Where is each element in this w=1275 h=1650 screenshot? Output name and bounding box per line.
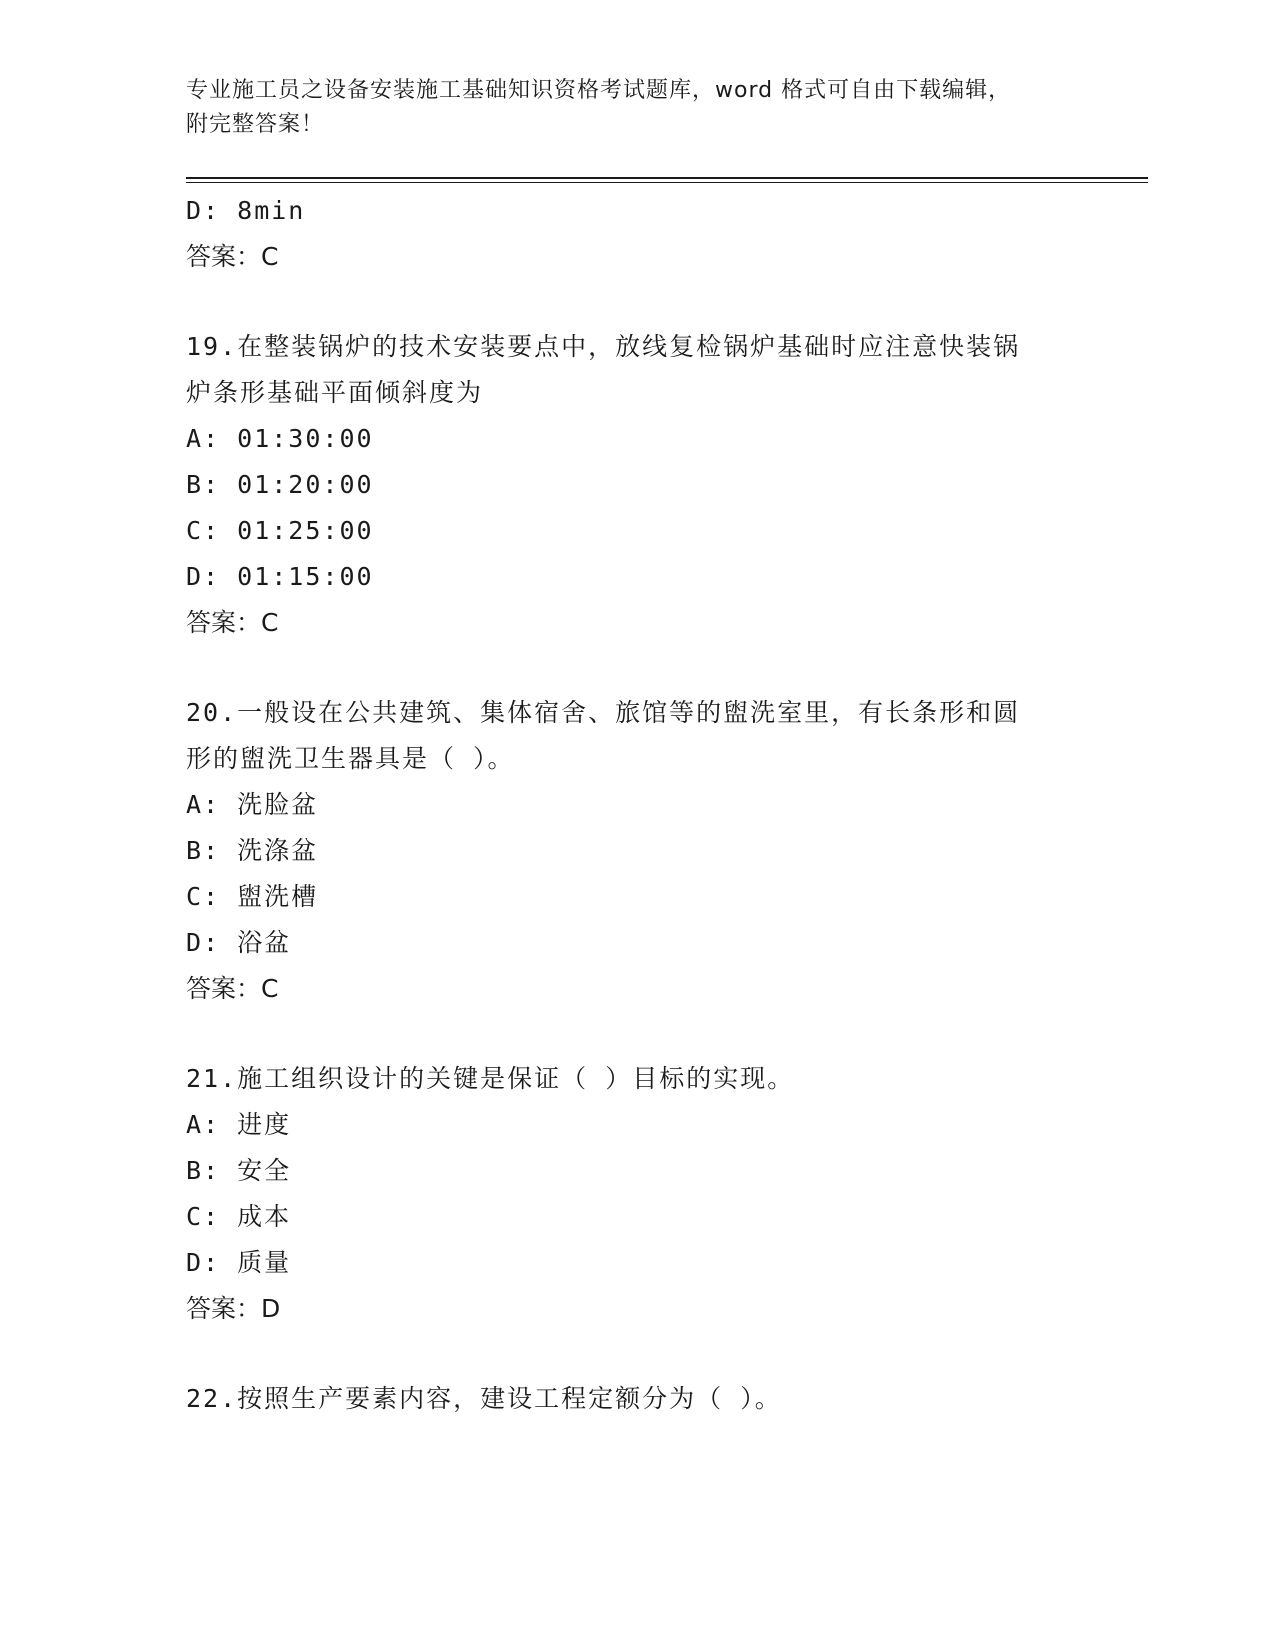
- option-d: D: 浴盆: [186, 928, 292, 957]
- header-divider-thick: [186, 177, 1148, 179]
- question-stem-line: 形的盥洗卫生器具是（ ）。: [186, 744, 515, 773]
- answer: 答案：C: [186, 608, 279, 637]
- option-c: C: 成本: [186, 1202, 292, 1231]
- question-20: [186, 690, 1086, 782]
- answer: 答案：D: [186, 1294, 281, 1323]
- header-line-2: 附完整答案！: [186, 112, 325, 137]
- option-d: D: 01:15:00: [186, 562, 374, 591]
- question-stem-line: 21.施工组织设计的关键是保证（ ）目标的实现。: [186, 1064, 795, 1093]
- answer: 答案：C: [186, 974, 279, 1003]
- option-d: D: 8min: [186, 196, 306, 225]
- option-d: D: 质量: [186, 1248, 292, 1277]
- question-stem-line: 炉条形基础平面倾斜度为: [186, 378, 484, 407]
- option-a: A: 洗脸盆: [186, 790, 319, 819]
- answer: 答案：C: [186, 242, 279, 271]
- option-b: B: 洗涤盆: [186, 836, 319, 865]
- spacer: [186, 280, 1086, 324]
- option-c: C: 01:25:00: [186, 516, 374, 545]
- question-stem-line: 22.按照生产要素内容，建设工程定额分为（ ）。: [186, 1384, 782, 1413]
- header-divider-thin: [186, 182, 1148, 183]
- option-b: B: 01:20:00: [186, 470, 374, 499]
- spacer: [186, 1332, 1086, 1376]
- spacer: [186, 1012, 1086, 1056]
- option-a: A: 01:30:00: [186, 424, 374, 453]
- option-a: A: 进度: [186, 1110, 292, 1139]
- question-list: [186, 188, 1086, 1422]
- question-19: [186, 324, 1086, 416]
- option-b: B: 安全: [186, 1156, 292, 1185]
- question-21: [186, 1056, 1086, 1102]
- option-c: C: 盥洗槽: [186, 882, 319, 911]
- header-line-1: 专业施工员之设备安装施工基础知识资格考试题库，word 格式可自由下载编辑，: [186, 78, 1012, 103]
- question-stem-line: 19.在整装锅炉的技术安装要点中，放线复检锅炉基础时应注意快装锅: [186, 332, 1021, 361]
- document-header: [186, 74, 1086, 142]
- question-stem-line: 20.一般设在公共建筑、集体宿舍、旅馆等的盥洗室里，有长条形和圆: [186, 698, 1021, 727]
- spacer: [186, 646, 1086, 690]
- question-22: [186, 1376, 1086, 1422]
